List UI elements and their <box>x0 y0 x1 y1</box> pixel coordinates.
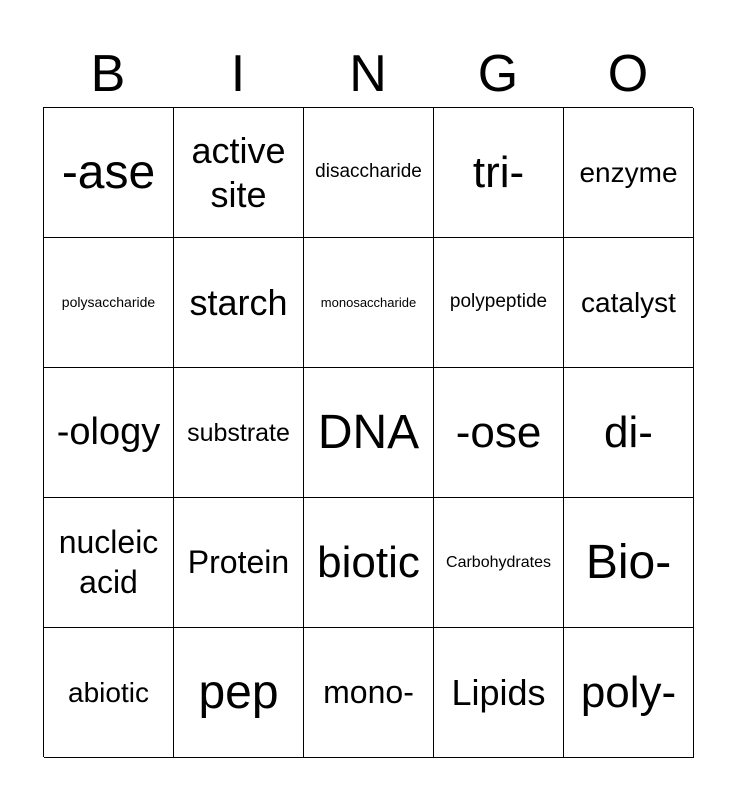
bingo-header <box>43 40 693 108</box>
cell-text: starch <box>189 281 288 323</box>
cell-text: mono- <box>323 673 414 710</box>
bingo-cell[interactable] <box>564 238 694 368</box>
cell-text: poly- <box>580 667 677 717</box>
header-letter-b: B <box>90 45 126 103</box>
bingo-cell[interactable] <box>564 368 694 498</box>
cell-text: substrate <box>187 418 290 447</box>
bingo-cell[interactable] <box>564 108 694 238</box>
cell-text: polypeptide <box>449 291 548 313</box>
cell-text: tri- <box>472 147 525 197</box>
bingo-cell[interactable] <box>174 238 304 368</box>
cell-text: Lipids <box>451 671 546 713</box>
cell-text: abiotic <box>68 676 149 708</box>
bingo-cell[interactable] <box>434 498 564 628</box>
bingo-cell[interactable] <box>304 498 434 628</box>
bingo-cell[interactable] <box>44 368 174 498</box>
cell-text: monosaccharide <box>320 294 417 310</box>
bingo-cell[interactable] <box>564 628 694 758</box>
cell-text: DNA <box>317 405 420 459</box>
cell-text: Protein <box>187 543 290 580</box>
cell-text: active site <box>191 130 286 215</box>
bingo-board <box>43 107 693 757</box>
bingo-cell[interactable] <box>564 498 694 628</box>
cell-text: -ology <box>56 410 161 453</box>
bingo-cell[interactable] <box>44 108 174 238</box>
bingo-cell[interactable] <box>174 108 304 238</box>
cell-text: -ase <box>61 145 156 199</box>
bingo-cell[interactable] <box>304 108 434 238</box>
cell-text: Carbohydrates <box>446 553 551 571</box>
cell-text: enzyme <box>579 156 678 188</box>
bingo-cell[interactable] <box>174 628 304 758</box>
bingo-cell[interactable] <box>434 368 564 498</box>
cell-text: biotic <box>317 537 420 587</box>
bingo-cell[interactable] <box>304 368 434 498</box>
bingo-cell[interactable] <box>174 498 304 628</box>
bingo-cell[interactable] <box>304 628 434 758</box>
cell-text: -ose <box>455 407 542 457</box>
header-letter-n: N <box>349 45 387 103</box>
cell-text: nucleic acid <box>58 524 159 600</box>
cell-text: Bio- <box>585 535 672 589</box>
cell-text: polysaccharide <box>61 294 156 311</box>
cell-text: pep <box>198 665 279 719</box>
bingo-cell[interactable] <box>434 628 564 758</box>
header-letter-o: O <box>607 45 649 103</box>
bingo-cell[interactable] <box>304 238 434 368</box>
cell-text: disaccharide <box>315 161 422 183</box>
header-letter-i: I <box>230 45 246 103</box>
header-letter-g: G <box>477 45 519 103</box>
bingo-cell[interactable] <box>434 238 564 368</box>
bingo-cell[interactable] <box>174 368 304 498</box>
bingo-cell[interactable] <box>44 498 174 628</box>
bingo-cell[interactable] <box>44 628 174 758</box>
cell-text: catalyst <box>581 286 676 318</box>
cell-text: di- <box>604 407 653 457</box>
bingo-cell[interactable] <box>434 108 564 238</box>
bingo-cell[interactable] <box>44 238 174 368</box>
